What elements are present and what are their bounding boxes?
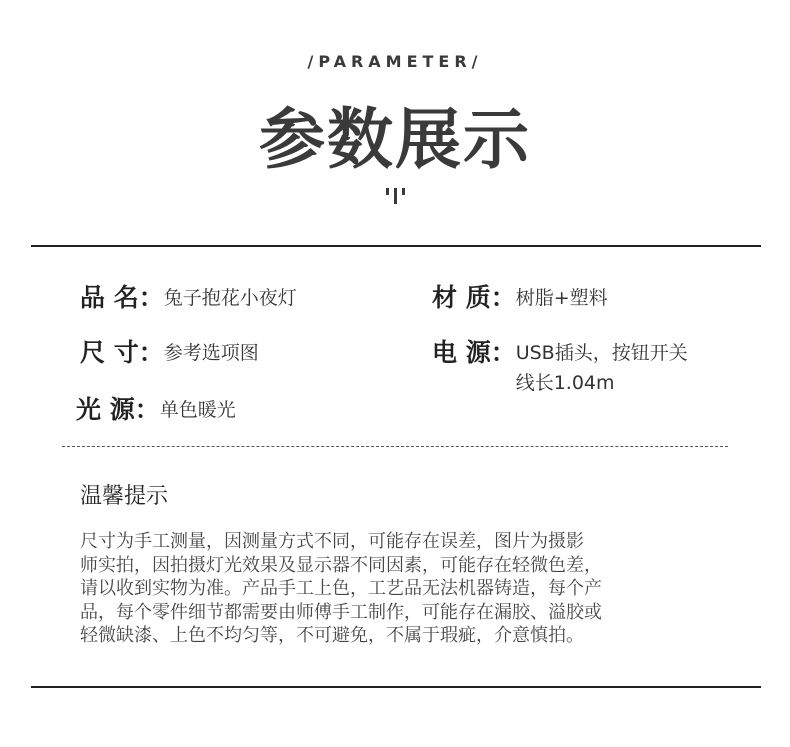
param-power-value	[516, 338, 688, 398]
tips-line: 师实拍，因拍摄灯光效果及显示器不同因素，可能存在轻微色差，	[80, 554, 602, 576]
param-material	[432, 283, 608, 313]
param-size-label: 尺 寸：	[80, 338, 164, 367]
top-divider	[31, 245, 761, 247]
decorative-marks	[384, 186, 408, 204]
tips-line: 请以收到实物为准。产品手工上色，工艺品无法机器铸造，每个产	[80, 578, 602, 599]
param-size-value: 参考选项图	[163, 342, 259, 364]
page-title: 参数展示	[259, 101, 531, 178]
param-power-label: 电 源：	[432, 338, 516, 367]
param-light-label: 光 源：	[76, 395, 160, 424]
bottom-divider	[31, 686, 761, 688]
param-power-line: USB插头，按钮开关	[515, 342, 688, 364]
param-size	[80, 338, 259, 368]
param-material-value: 树脂+塑料	[515, 287, 608, 309]
param-power	[432, 338, 688, 398]
tips-body	[80, 530, 730, 648]
param-name-value: 兔子抱花小夜灯	[163, 287, 297, 309]
tips-title: 温馨提示	[80, 484, 169, 509]
tips-line: 尺寸为手工测量，因测量方式不同，可能存在误差，图片为摄影	[80, 531, 584, 552]
eyebrow-text: /PARAMETER/	[307, 52, 483, 71]
param-light-value: 单色暖光	[159, 399, 236, 421]
param-material-label: 材 质：	[432, 283, 516, 312]
tips-line: 品，每个零件细节都需要由师傅手工制作，可能存在漏胶、溢胶或	[80, 601, 602, 623]
param-light	[76, 395, 236, 425]
dotted-divider	[62, 446, 728, 447]
tips-line: 轻微缺漆、上色不均匀等，不可避免，不属于瑕疵，介意慎拍。	[80, 625, 584, 646]
param-name	[80, 283, 297, 313]
param-power-line: 线长1.04m	[515, 372, 615, 394]
param-name-label: 品 名：	[80, 283, 164, 312]
